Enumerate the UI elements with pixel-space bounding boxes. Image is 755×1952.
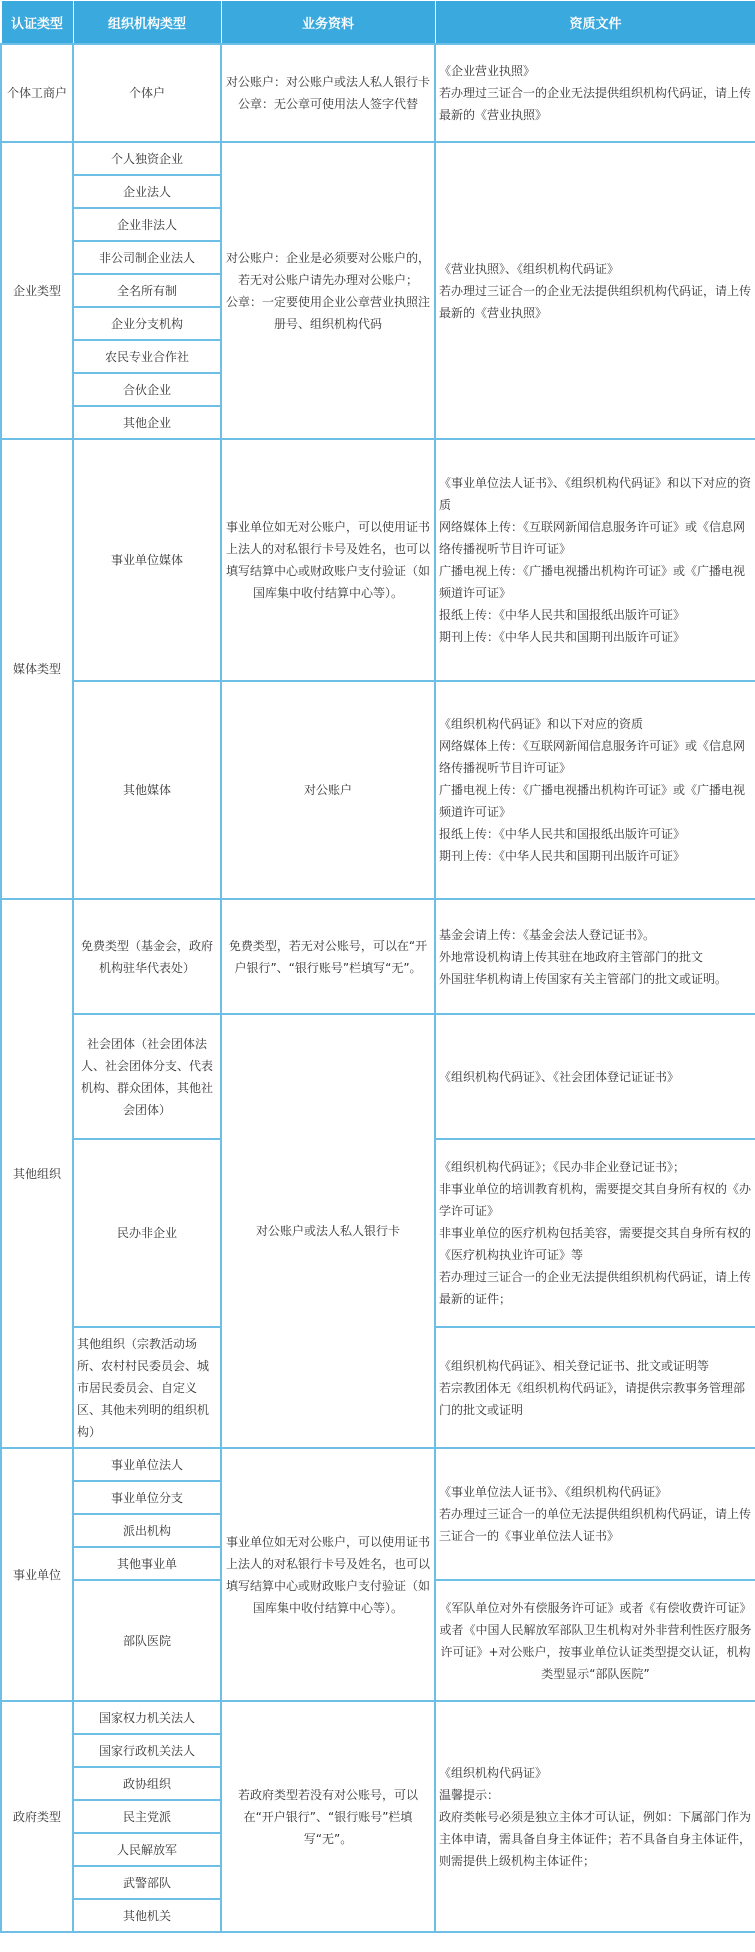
header-qualification-docs: 资质文件: [435, 1, 755, 45]
cert-type-cell: 个体工商户: [1, 44, 73, 142]
cert-type-cell: 事业单位: [1, 1448, 73, 1701]
business-info-line: 对公账户：对公账户或法人私人银行卡: [225, 75, 430, 89]
docs-line: 外国驻华机构请上传国家有关主管部门的批文或证明。: [439, 971, 728, 986]
table-row: [1, 439, 755, 681]
docs-line: 政府类帐号必须是独立主体才可认证，例如：下属部门作为主体申请，需具备自身主体证件；若不具备自身主体证件，则需提供上级机构主体证件；: [439, 1809, 752, 1868]
docs-line: 《组织机构代码证》和以下对应的资质: [439, 717, 644, 731]
qualification-docs-cell: [435, 142, 755, 439]
table-row: [1, 681, 755, 899]
docs-line: 非事业单位的医疗机构包括美容，需要提交其自身所有权的《医疗机构执业许可证》等: [439, 1226, 752, 1262]
org-type-cell: 民办非企业: [73, 1139, 221, 1327]
docs-line: 报纸上传：《中华人民共和国报纸出版许可证》: [439, 827, 686, 841]
docs-line: 《组织机构代码证》；《民办非企业登记证书》；: [439, 1160, 686, 1174]
org-type-cell: 其他媒体: [73, 681, 221, 899]
business-info-cell: 事业单位如无对公账户，可以使用证书上法人的对私银行卡号及姓名，也可以填写结算中心或财政账户支付验证（如国库集中收付结算中心等）。: [221, 1448, 435, 1701]
table-row: [1, 1448, 755, 1481]
docs-line: 《企业营业执照》: [439, 64, 536, 78]
docs-line: 基金会请上传：《基金会法人登记证书》。: [439, 927, 656, 942]
qualification-docs-cell: [435, 1448, 755, 1580]
qualification-docs-cell: [435, 439, 755, 681]
qualification-docs-cell: [435, 1139, 755, 1327]
org-type-cell: 合伙企业: [73, 373, 221, 406]
org-type-cell: 派出机构: [73, 1514, 221, 1547]
business-info-cell: [221, 142, 435, 439]
docs-line: 若宗教团体无《组织机构代码证》，请提供宗教事务管理部门的批文或证明: [439, 1380, 746, 1417]
cert-type-cell: 企业类型: [1, 142, 73, 439]
qualification-docs-cell: [435, 1014, 755, 1139]
docs-line: 广播电视上传：《广播电视播出机构许可证》或《广播电视频道许可证》: [439, 564, 746, 600]
docs-line: 《组织机构代码证》、相关登记证书、批文或证明等: [439, 1358, 710, 1373]
org-type-cell: 农民专业合作社: [73, 340, 221, 373]
docs-line: 《营业执照》、《组织机构代码证》: [439, 261, 620, 276]
org-type-cell: 武警部队: [73, 1866, 221, 1899]
docs-line: 网络媒体上传：《互联网新闻信息服务许可证》或《信息网络传播视听节目许可证》: [439, 520, 746, 556]
qualification-docs-cell: [435, 44, 755, 142]
docs-line: 非事业单位的培训教育机构，需要提交其自身所有权的《办学许可证》: [439, 1182, 752, 1218]
org-type-cell: 其他企业: [73, 406, 221, 439]
org-type-cell: 企业非法人: [73, 208, 221, 241]
org-type-cell: 其他事业单: [73, 1547, 221, 1580]
table-header-row: [1, 1, 755, 45]
docs-line: 《事业单位法人证书》、《组织机构代码证》和以下对应的资质: [439, 476, 752, 512]
business-info-cell: 对公账户或法人私人银行卡: [221, 1014, 435, 1448]
docs-line: 《组织机构代码证》、《社会团体登记证证书》: [439, 1069, 680, 1084]
docs-line: 网络媒体上传：《互联网新闻信息服务许可证》或《信息网络传播视听节目许可证》: [439, 739, 746, 775]
org-type-cell: 人民解放军: [73, 1833, 221, 1866]
org-type-cell: 企业分支机构: [73, 307, 221, 340]
org-type-cell: 事业单位法人: [73, 1448, 221, 1481]
qualification-docs-cell: [435, 1701, 755, 1932]
qualification-docs-cell: 《军队单位对外有偿服务许可证》或者《有偿收费许可证》或者《中国人民解放军部队卫生机构对外非营利性医疗服务许可证》+对公账户，按事业单位认证类型提交认证，机构类型显示“部队医院”: [435, 1580, 755, 1701]
org-type-cell: 非公司制企业法人: [73, 241, 221, 274]
table-row: [1, 1701, 755, 1734]
org-type-cell: 免费类型（基金会，政府机构驻华代表处）: [73, 899, 221, 1014]
business-info-cell: [221, 44, 435, 142]
qualification-docs-cell: [435, 1327, 755, 1448]
org-type-cell: 事业单位分支: [73, 1481, 221, 1514]
org-type-cell: 民主党派: [73, 1800, 221, 1833]
docs-line: 《组织机构代码证》: [439, 1765, 548, 1780]
org-type-cell: 国家权力机关法人: [73, 1701, 221, 1734]
qualification-docs-cell: [435, 681, 755, 899]
docs-line: 若办理过三证合一的企业无法提供组织机构代码证，请上传最新的证件；: [439, 1270, 752, 1306]
org-type-cell: 政协组织: [73, 1767, 221, 1800]
docs-line: 若办理过三证合一的单位无法提供组织机构代码证，请上传三证合一的《事业单位法人证书》: [439, 1507, 752, 1543]
docs-line: 若办理过三证合一的企业无法提供组织机构代码证，请上传最新的《营业执照》: [439, 86, 752, 122]
docs-line: 广播电视上传：《广播电视播出机构许可证》或《广播电视频道许可证》: [439, 783, 746, 819]
qualification-docs-cell: [435, 899, 755, 1014]
business-info-line: 公章：一定要使用企业公章营业执照注册号、组织机构代码: [225, 294, 430, 331]
table-row: [1, 899, 755, 1014]
org-type-cell: 国家行政机关法人: [73, 1734, 221, 1767]
business-info-line: 对公账户：企业是必须要对公账户的，若无对公账户请先办理对公账户；: [225, 250, 430, 287]
header-org-type: 组织机构类型: [73, 1, 221, 45]
docs-line: 期刊上传：《中华人民共和国期刊出版许可证》: [439, 630, 686, 644]
org-type-cell: 社会团体（社会团体法人、社会团体分支、代表机构、群众团体，其他社会团体）: [73, 1014, 221, 1139]
table-row: [1, 44, 755, 142]
business-info-line: 公章：无公章可使用法人签字代替: [237, 97, 418, 111]
org-type-cell: 其他组织（宗教活动场所、农村村民委员会、城市居民委员会、自定义区、其他未列明的组织机构）: [73, 1327, 221, 1448]
org-type-cell: 事业单位媒体: [73, 439, 221, 681]
org-type-cell: 企业法人: [73, 175, 221, 208]
header-cert-type: 认证类型: [1, 1, 73, 45]
org-type-cell: 部队医院: [73, 1580, 221, 1701]
org-type-cell: 个人独资企业: [73, 142, 221, 175]
table-row: [1, 142, 755, 175]
table-row: [1, 1014, 755, 1139]
org-type-cell: 个体户: [73, 44, 221, 142]
docs-line: 报纸上传：《中华人民共和国报纸出版许可证》: [439, 608, 686, 622]
org-type-cell: 全名所有制: [73, 274, 221, 307]
docs-line: 若办理过三证合一的企业无法提供组织机构代码证，请上传最新的《营业执照》: [439, 283, 752, 320]
docs-line: 外地常设机构请上传其驻在地政府主管部门的批文: [439, 949, 704, 964]
docs-line: 期刊上传：《中华人民共和国期刊出版许可证》: [439, 849, 686, 863]
business-info-cell: 事业单位如无对公账户，可以使用证书上法人的对私银行卡号及姓名，也可以填写结算中心或财政账户支付验证（如国库集中收付结算中心等）。: [221, 439, 435, 681]
docs-line: 《事业单位法人证书》、《组织机构代码证》: [439, 1485, 668, 1499]
business-info-cell: 对公账户: [221, 681, 435, 899]
cert-type-cell: 其他组织: [1, 899, 73, 1448]
business-info-cell: 若政府类型若没有对公账号，可以在“开户银行”、“银行账号”栏填写“无”。: [221, 1701, 435, 1932]
header-business-info: 业务资料: [221, 1, 435, 45]
org-type-cell: 其他机关: [73, 1899, 221, 1932]
docs-line: 温馨提示：: [439, 1787, 500, 1802]
cert-type-cell: 媒体类型: [1, 439, 73, 899]
business-info-cell: 免费类型，若无对公账号，可以在“开户银行”、“银行账号”栏填写“无”。: [221, 899, 435, 1014]
cert-type-cell: 政府类型: [1, 1701, 73, 1932]
